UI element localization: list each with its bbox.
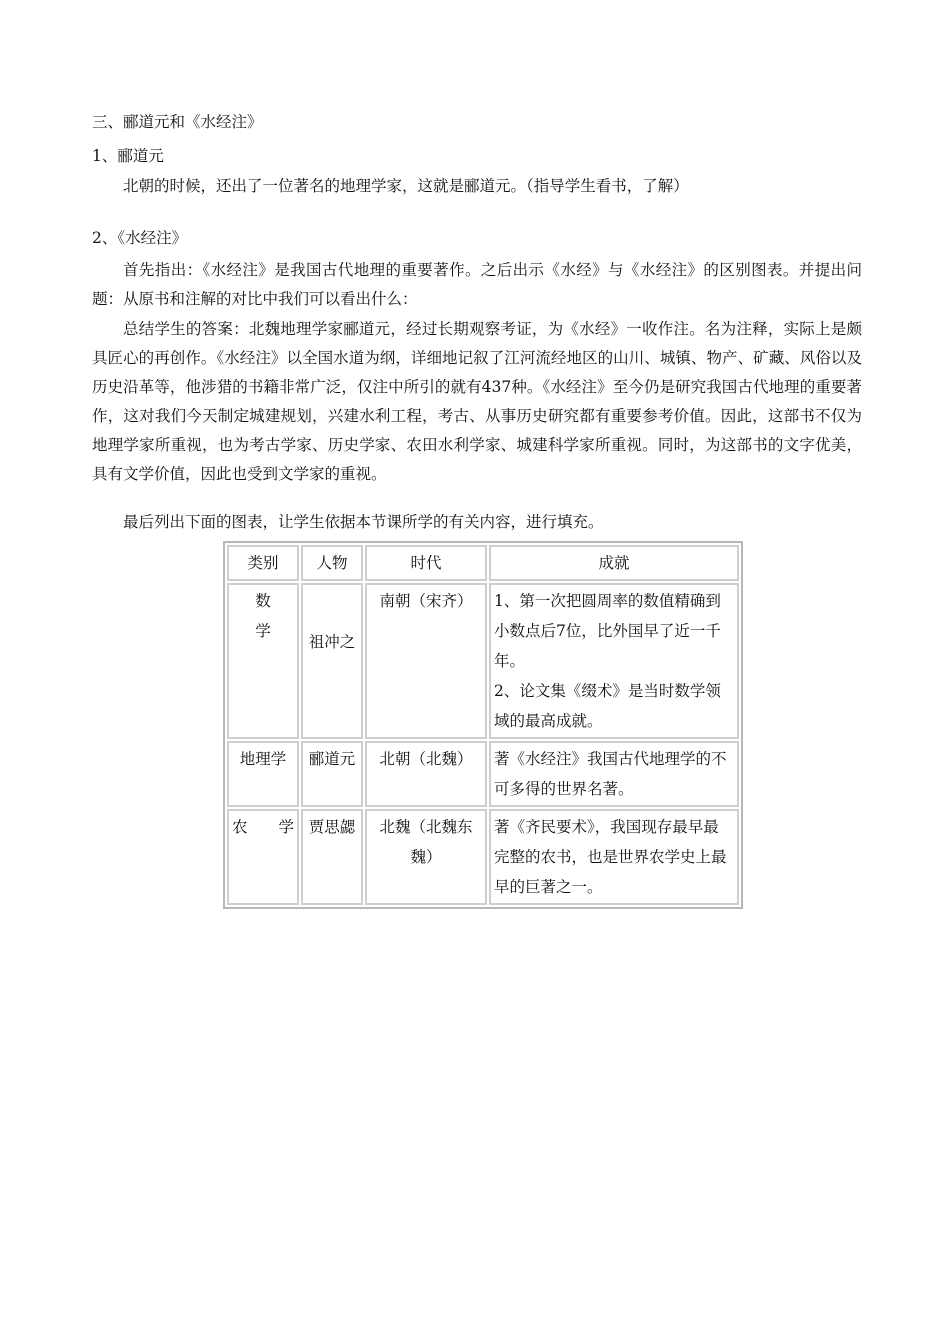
cell-era: 北朝（北魏） xyxy=(365,741,487,807)
paragraph-table-intro: 最后列出下面的图表，让学生依据本节课所学的有关内容，进行填充。 xyxy=(123,513,604,531)
paragraph-summary: 总结学生的答案：北魏地理学家郦道元，经过长期观察考证，为《水经》一收作注。名为注释，实际上是颇具匠心的再创作。《水经注》以全国水道为纲，详细地记叙了江河流经地区的山川、城镇、物产、矿藏、风俗以及历史沿革等，他涉猎的书籍非常广泛，仅注中所引的就有437种。《水经注》至今仍是研究我国古代地理的重要著作，这对我们今天制定城建规划，兴建水利工程，考古、从事历史研究都有重要参考价值。因此，这部书不仅为地理学家所重视，也为考古学家、历史学家、农田水利学家、城建科学家所重视。同时，为这部书的文字优美，具有文学价值，因此也受到文学家的重视。 xyxy=(92,320,862,483)
cell-category: 农 学 xyxy=(227,809,299,905)
subsection-1-text: 北朝的时候，还出了一位著名的地理学家，这就是郦道元。（指导学生看书，了解） xyxy=(123,177,689,195)
table-header-row xyxy=(227,545,739,581)
achievement-item: 2、论文集《缀术》是当时数学领域的最高成就。 xyxy=(494,682,721,730)
cell-person: 贾思勰 xyxy=(301,809,363,905)
cell-category: 地理学 xyxy=(227,741,299,807)
cell-achievement: 著《水经注》我国古代地理学的不可多得的世界名著。 xyxy=(489,741,739,807)
cell-person: 郦道元 xyxy=(301,741,363,807)
table-row xyxy=(227,741,739,807)
table-row xyxy=(227,809,739,905)
table-row xyxy=(227,583,739,739)
cell-person: 祖冲之 xyxy=(301,583,363,739)
section-title: 三、郦道元和《水经注》 xyxy=(92,113,263,131)
paragraph-intro: 首先指出：《水经注》是我国古代地理的重要著作。之后出示《水经》与《水经注》的区别图表。并提出问题：从原书和注解的对比中我们可以看出什么： xyxy=(92,261,862,308)
subsection-title-2: 2、《水经注》 xyxy=(92,229,188,247)
header-category: 类别 xyxy=(227,545,299,581)
cell-era: 南朝（宋齐） xyxy=(365,583,487,739)
achievement-item: 1、第一次把圆周率的数值精确到小数点后7位，比外国早了近一千年。 xyxy=(494,592,721,670)
achievement-table xyxy=(223,541,743,909)
cell-achievement: 著《齐民要术》，我国现存最早最完整的农书，也是世界农学史上最早的巨著之一。 xyxy=(489,809,739,905)
header-era: 时代 xyxy=(365,545,487,581)
cell-achievement xyxy=(489,583,739,739)
header-person: 人物 xyxy=(301,545,363,581)
header-achievement: 成就 xyxy=(489,545,739,581)
cell-category: 数 学 xyxy=(227,583,299,739)
subsection-title-1: 1、郦道元 xyxy=(92,147,164,165)
cell-era: 北魏（北魏东魏） xyxy=(365,809,487,905)
